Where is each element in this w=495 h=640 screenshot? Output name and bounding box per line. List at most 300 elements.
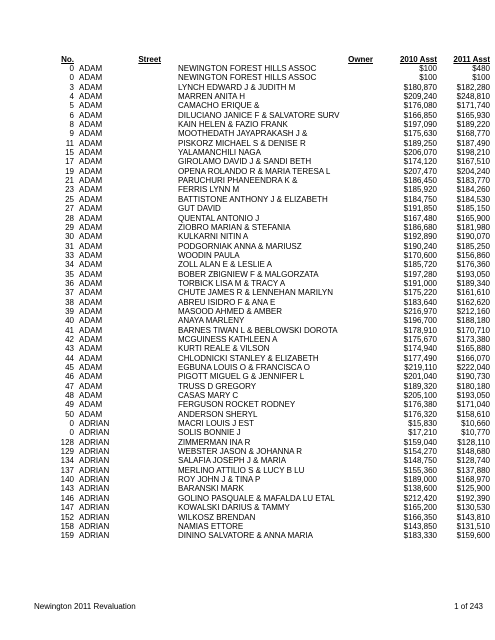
cell-owner: MACRI LOUIS J EST xyxy=(178,419,255,429)
cell-2010-asst: $178,910 xyxy=(403,325,437,335)
cell-no: 9 xyxy=(69,129,74,139)
cell-2011-asst: $176,360 xyxy=(456,260,490,270)
cell-owner: QUENTAL ANTONIO J xyxy=(178,213,260,223)
cell-street: ADRIAN xyxy=(79,447,110,457)
cell-owner: ZIOBRO MARIAN & STEFANIA xyxy=(178,222,291,232)
cell-2010-asst: $176,320 xyxy=(403,409,437,419)
cell-owner: MARREN ANITA H xyxy=(178,92,245,102)
footer-title: Newington 2011 Revaluation xyxy=(34,602,136,611)
cell-2011-asst: $161,610 xyxy=(456,288,490,298)
cell-street: ADAM xyxy=(79,82,103,92)
cell-street: ADRIAN xyxy=(79,465,110,475)
table-row xyxy=(34,232,490,241)
cell-owner: CASAS MARY C xyxy=(178,391,239,401)
cell-2010-asst: $209,240 xyxy=(403,92,437,102)
cell-owner: TORBICK LISA M & TRACY A xyxy=(178,278,286,288)
cell-2011-asst: $170,710 xyxy=(456,325,490,335)
cell-owner: BARANSKI MARK xyxy=(178,484,244,494)
cell-2011-asst: $185,150 xyxy=(456,204,490,214)
cell-2011-asst: $480 xyxy=(472,64,490,73)
table-row xyxy=(34,419,490,428)
cell-2011-asst: $168,770 xyxy=(456,129,490,139)
cell-street: ADAM xyxy=(79,129,103,139)
cell-owner: YALAMANCHILI NAGA xyxy=(178,148,261,158)
cell-2010-asst: $183,640 xyxy=(403,297,437,307)
cell-no: 42 xyxy=(65,334,74,344)
cell-street: ADAM xyxy=(79,306,103,316)
table-row xyxy=(34,354,490,363)
table-row xyxy=(34,111,490,120)
cell-2010-asst: $196,700 xyxy=(403,316,437,326)
cell-2010-asst: $165,200 xyxy=(403,503,437,513)
cell-street: ADAM xyxy=(79,269,103,279)
cell-street: ADAM xyxy=(79,241,103,251)
cell-2010-asst: $175,220 xyxy=(403,288,437,298)
cell-2010-asst: $197,090 xyxy=(403,120,437,130)
table-row xyxy=(34,223,490,232)
table-row xyxy=(34,410,490,419)
cell-2011-asst: $193,050 xyxy=(456,391,490,401)
cell-no: 4 xyxy=(69,92,74,102)
table-row xyxy=(34,64,490,73)
cell-street: ADAM xyxy=(79,260,103,270)
cell-no: 11 xyxy=(65,138,74,148)
cell-owner: FERRIS LYNN M xyxy=(178,185,240,195)
cell-owner: CHLODNICKI STANLEY & ELIZABETH xyxy=(178,353,319,363)
cell-2010-asst: $170,600 xyxy=(403,250,437,260)
cell-2011-asst: $148,680 xyxy=(456,447,490,457)
cell-2011-asst: $188,180 xyxy=(456,316,490,326)
cell-street: ADAM xyxy=(79,232,103,242)
cell-owner: WILKOSZ BRENDAN xyxy=(178,512,256,522)
cell-2011-asst: $137,880 xyxy=(456,465,490,475)
cell-owner: MASOOD AHMED & AMBER xyxy=(178,306,283,316)
cell-2011-asst: $131,510 xyxy=(456,521,490,531)
table-row xyxy=(34,475,490,484)
cell-owner: MERLINO ATTILIO S & LUCY B LU xyxy=(178,465,305,475)
cell-2010-asst: $216,970 xyxy=(403,306,437,316)
cell-owner: ANDERSON SHERYL xyxy=(178,409,258,419)
cell-2011-asst: $156,860 xyxy=(456,250,490,260)
assessment-table xyxy=(34,54,490,541)
table-row xyxy=(34,101,490,110)
cell-street: ADAM xyxy=(79,288,103,298)
cell-no: 15 xyxy=(65,148,74,158)
cell-owner: SALAFIA JOSEPH J & MARIA xyxy=(178,456,287,466)
cell-street: ADAM xyxy=(79,363,103,372)
cell-2010-asst: $189,320 xyxy=(403,381,437,391)
cell-2010-asst: $186,450 xyxy=(403,176,437,186)
cell-no: 50 xyxy=(65,409,74,419)
cell-owner: ZIMMERMAN INA R xyxy=(178,437,251,447)
table-row xyxy=(34,428,490,437)
cell-2010-asst: $205,100 xyxy=(403,391,437,401)
cell-no: 5 xyxy=(69,101,74,111)
cell-2011-asst: $10,660 xyxy=(461,419,490,429)
table-row xyxy=(34,400,490,409)
cell-no: 23 xyxy=(65,185,74,195)
cell-street: ADAM xyxy=(79,353,103,363)
column-header-2010-asst: 2010 Asst xyxy=(399,54,437,64)
cell-no: 129 xyxy=(60,447,74,457)
cell-owner: ANAYA MARLENY xyxy=(178,316,245,326)
cell-2010-asst: $177,490 xyxy=(403,353,437,363)
cell-2010-asst: $174,120 xyxy=(403,157,437,167)
table-row xyxy=(34,242,490,251)
table-row xyxy=(34,120,490,129)
cell-2010-asst: $148,750 xyxy=(403,456,437,466)
cell-2011-asst: $171,740 xyxy=(456,101,490,111)
cell-no: 159 xyxy=(60,531,74,541)
table-row xyxy=(34,316,490,325)
cell-no: 140 xyxy=(60,475,74,485)
cell-2011-asst: $190,070 xyxy=(456,232,490,242)
table-row xyxy=(34,176,490,185)
cell-2010-asst: $138,600 xyxy=(403,484,437,494)
cell-2011-asst: $143,810 xyxy=(456,512,490,522)
cell-street: ADAM xyxy=(79,138,103,148)
cell-street: ADAM xyxy=(79,148,103,158)
cell-2011-asst: $192,390 xyxy=(456,493,490,503)
table-body xyxy=(34,64,490,541)
table-row xyxy=(34,513,490,522)
cell-street: ADRIAN xyxy=(79,503,110,513)
cell-no: 45 xyxy=(65,363,74,372)
cell-owner: DILUCIANO JANICE F & SALVATORE SURV xyxy=(178,110,340,120)
cell-no: 147 xyxy=(60,503,74,513)
cell-2011-asst: $165,900 xyxy=(456,213,490,223)
cell-no: 0 xyxy=(69,428,74,438)
cell-2010-asst: $191,000 xyxy=(403,278,437,288)
table-row xyxy=(34,148,490,157)
cell-street: ADRIAN xyxy=(79,521,110,531)
cell-2011-asst: $187,490 xyxy=(456,138,490,148)
cell-owner: KAIN HELEN & FAZIO FRANK xyxy=(178,120,288,130)
table-row xyxy=(34,344,490,353)
column-header-2011-asst: 2011 Asst xyxy=(453,54,490,64)
cell-2010-asst: $15,830 xyxy=(408,419,437,429)
cell-no: 27 xyxy=(65,204,74,214)
cell-owner: MCGUINESS KATHLEEN A xyxy=(178,334,278,344)
table-row xyxy=(34,185,490,194)
cell-no: 31 xyxy=(65,241,74,251)
cell-street: ADAM xyxy=(79,400,103,410)
cell-owner: CHUTE JAMES R & LENNEHAN MARILYN xyxy=(178,288,333,298)
cell-owner: CAMACHO ERIQUE & xyxy=(178,101,260,111)
cell-2010-asst: $166,350 xyxy=(403,512,437,522)
cell-no: 33 xyxy=(65,250,74,260)
cell-no: 25 xyxy=(65,194,74,204)
cell-owner: PARUCHURI PHANEENDRA K & xyxy=(178,176,298,186)
table-row xyxy=(34,83,490,92)
cell-owner: NEWINGTON FOREST HILLS ASSOC xyxy=(178,73,317,83)
cell-2010-asst: $176,080 xyxy=(403,101,437,111)
table-row xyxy=(34,279,490,288)
table-row xyxy=(34,382,490,391)
cell-2010-asst: $185,720 xyxy=(403,260,437,270)
cell-no: 36 xyxy=(65,278,74,288)
cell-2011-asst: $184,260 xyxy=(456,185,490,195)
cell-street: ADRIAN xyxy=(79,419,110,429)
cell-2011-asst: $185,250 xyxy=(456,241,490,251)
cell-no: 41 xyxy=(65,325,74,335)
table-row xyxy=(34,447,490,456)
cell-2010-asst: $159,040 xyxy=(403,437,437,447)
cell-no: 0 xyxy=(69,419,74,429)
cell-owner: PISKORZ MICHAEL S & DENISE R xyxy=(178,138,306,148)
cell-2011-asst: $162,620 xyxy=(456,297,490,307)
cell-2010-asst: $143,850 xyxy=(403,521,437,531)
cell-no: 0 xyxy=(69,64,74,73)
cell-2011-asst: $198,210 xyxy=(456,148,490,158)
cell-no: 37 xyxy=(65,288,74,298)
cell-no: 48 xyxy=(65,391,74,401)
cell-street: ADAM xyxy=(79,120,103,130)
cell-owner: SOLIS BONNIE J xyxy=(178,428,241,438)
cell-2010-asst: $197,280 xyxy=(403,269,437,279)
table-row xyxy=(34,214,490,223)
cell-owner: BATTISTONE ANTHONY J & ELIZABETH xyxy=(178,194,328,204)
cell-no: 30 xyxy=(65,232,74,242)
cell-no: 43 xyxy=(65,344,74,354)
table-row xyxy=(34,288,490,297)
cell-2011-asst: $183,770 xyxy=(456,176,490,186)
cell-street: ADAM xyxy=(79,222,103,232)
cell-street: ADAM xyxy=(79,194,103,204)
table-row xyxy=(34,531,490,540)
table-row xyxy=(34,270,490,279)
cell-owner: ABREU ISIDRO F & ANA E xyxy=(178,297,276,307)
cell-no: 49 xyxy=(65,400,74,410)
cell-owner: BOBER ZBIGNIEW F & MALGORZATA xyxy=(178,269,319,279)
cell-street: ADAM xyxy=(79,204,103,214)
table-row xyxy=(34,195,490,204)
cell-2011-asst: $128,110 xyxy=(457,437,490,447)
cell-no: 21 xyxy=(65,176,74,186)
cell-2011-asst: $125,900 xyxy=(456,484,490,494)
cell-2011-asst: $173,380 xyxy=(456,334,490,344)
cell-2011-asst: $159,600 xyxy=(456,531,490,541)
cell-2011-asst: $212,160 xyxy=(456,306,490,316)
cell-no: 152 xyxy=(60,512,74,522)
cell-owner: TRUSS D GREGORY xyxy=(178,381,257,391)
cell-owner: KOWALSKI DARIUS & TAMMY xyxy=(178,503,290,513)
cell-no: 3 xyxy=(69,82,74,92)
table-row xyxy=(34,522,490,531)
cell-no: 19 xyxy=(65,166,74,176)
cell-street: ADAM xyxy=(79,372,103,382)
cell-2010-asst: $180,870 xyxy=(403,82,437,92)
footer-page-number: 1 of 243 xyxy=(454,602,483,611)
cell-2011-asst: $171,040 xyxy=(456,400,490,410)
cell-2010-asst: $175,670 xyxy=(403,334,437,344)
cell-street: ADAM xyxy=(79,278,103,288)
cell-no: 34 xyxy=(65,260,74,270)
table-row xyxy=(34,484,490,493)
cell-2010-asst: $206,070 xyxy=(403,148,437,158)
cell-street: ADAM xyxy=(79,325,103,335)
cell-owner: GOLINO PASQUALE & MAFALDA LU ETAL xyxy=(178,493,335,503)
cell-2010-asst: $189,000 xyxy=(403,475,437,485)
table-row xyxy=(34,335,490,344)
cell-2011-asst: $181,980 xyxy=(456,222,490,232)
cell-no: 143 xyxy=(60,484,74,494)
table-row xyxy=(34,391,490,400)
cell-owner: LYNCH EDWARD J & JUDITH M xyxy=(178,82,296,92)
cell-street: ADRIAN xyxy=(79,428,110,438)
cell-street: ADAM xyxy=(79,316,103,326)
table-row xyxy=(34,73,490,82)
cell-no: 8 xyxy=(69,120,74,130)
cell-owner: FERGUSON ROCKET RODNEY xyxy=(178,400,296,410)
cell-no: 146 xyxy=(60,493,74,503)
cell-street: ADAM xyxy=(79,176,103,186)
cell-2010-asst: $212,420 xyxy=(403,493,437,503)
cell-owner: GUT DAVID xyxy=(178,204,221,214)
cell-2011-asst: $168,970 xyxy=(456,475,490,485)
table-row xyxy=(34,204,490,213)
table-row xyxy=(34,129,490,138)
cell-owner: PODGORNIAK ANNA & MARIUSZ xyxy=(178,241,302,251)
cell-owner: ZOLL ALAN E & LESLIE A xyxy=(178,260,272,270)
column-header-street: Street xyxy=(138,54,161,64)
cell-no: 158 xyxy=(60,521,74,531)
cell-owner: OPENA ROLANDO R & MARIA TERESA L xyxy=(178,166,331,176)
cell-owner: MOOTHEDATH JAYAPRAKASH J & xyxy=(178,129,308,139)
cell-owner: EGBUNA LOUIS O & FRANCISCA O xyxy=(178,363,311,372)
cell-street: ADAM xyxy=(79,344,103,354)
cell-2011-asst: $130,530 xyxy=(456,503,490,513)
cell-2010-asst: $192,890 xyxy=(403,232,437,242)
cell-2010-asst: $201,040 xyxy=(403,372,437,382)
cell-street: ADAM xyxy=(79,101,103,111)
cell-street: ADAM xyxy=(79,92,103,102)
table-row xyxy=(34,372,490,381)
cell-owner: WOODIN PAULA xyxy=(178,250,240,260)
cell-2011-asst: $166,070 xyxy=(456,353,490,363)
cell-no: 28 xyxy=(65,213,74,223)
cell-street: ADRIAN xyxy=(79,437,110,447)
cell-2011-asst: $180,180 xyxy=(456,381,490,391)
cell-2011-asst: $189,220 xyxy=(456,120,490,130)
table-row xyxy=(34,503,490,512)
cell-no: 137 xyxy=(60,465,74,475)
cell-2010-asst: $219,110 xyxy=(404,363,437,372)
cell-no: 40 xyxy=(65,316,74,326)
cell-street: ADAM xyxy=(79,391,103,401)
cell-2011-asst: $222,040 xyxy=(456,363,490,372)
cell-no: 29 xyxy=(65,222,74,232)
cell-no: 128 xyxy=(60,437,74,447)
cell-2010-asst: $174,940 xyxy=(403,344,437,354)
cell-owner: NAMIAS ETTORE xyxy=(178,521,244,531)
cell-street: ADRIAN xyxy=(79,456,110,466)
cell-owner: NEWINGTON FOREST HILLS ASSOC xyxy=(178,64,317,73)
table-row xyxy=(34,92,490,101)
cell-owner: WEBSTER JASON & JOHANNA R xyxy=(178,447,303,457)
cell-street: ADRIAN xyxy=(79,475,110,485)
cell-2010-asst: $191,850 xyxy=(403,204,437,214)
cell-no: 0 xyxy=(69,73,74,83)
cell-street: ADRIAN xyxy=(79,531,110,541)
cell-no: 44 xyxy=(65,353,74,363)
cell-street: ADRIAN xyxy=(79,493,110,503)
cell-no: 47 xyxy=(65,381,74,391)
cell-2010-asst: $166,850 xyxy=(403,110,437,120)
table-row xyxy=(34,307,490,316)
table-header-row xyxy=(34,54,490,64)
cell-2011-asst: $165,880 xyxy=(456,344,490,354)
cell-owner: KURTI REALE & VILSON xyxy=(178,344,270,354)
cell-street: ADAM xyxy=(79,73,103,83)
cell-street: ADRIAN xyxy=(79,512,110,522)
cell-street: ADAM xyxy=(79,64,103,73)
table-row xyxy=(34,363,490,372)
cell-2011-asst: $190,730 xyxy=(456,372,490,382)
column-header-no: No. xyxy=(61,54,74,64)
cell-owner: ROY JOHN J & TINA P xyxy=(178,475,261,485)
cell-street: ADAM xyxy=(79,157,103,167)
column-header-owner: Owner xyxy=(348,54,373,64)
cell-2011-asst: $189,340 xyxy=(456,278,490,288)
cell-2011-asst: $128,740 xyxy=(456,456,490,466)
cell-no: 134 xyxy=(60,456,74,466)
cell-2010-asst: $207,470 xyxy=(403,166,437,176)
cell-street: ADAM xyxy=(79,185,103,195)
table-row xyxy=(34,456,490,465)
table-row xyxy=(34,251,490,260)
cell-2010-asst: $189,250 xyxy=(403,138,437,148)
cell-2010-asst: $17,210 xyxy=(408,428,437,438)
table-row xyxy=(34,298,490,307)
cell-2010-asst: $176,380 xyxy=(403,400,437,410)
cell-no: 38 xyxy=(65,297,74,307)
cell-2011-asst: $158,610 xyxy=(456,409,490,419)
cell-owner: KULKARNI NITIN A xyxy=(178,232,249,242)
cell-2010-asst: $186,680 xyxy=(403,222,437,232)
cell-2010-asst: $100 xyxy=(419,64,437,73)
cell-2011-asst: $184,530 xyxy=(456,194,490,204)
cell-2010-asst: $184,750 xyxy=(403,194,437,204)
cell-2010-asst: $190,240 xyxy=(403,241,437,251)
cell-2010-asst: $185,920 xyxy=(403,185,437,195)
cell-2010-asst: $155,360 xyxy=(403,465,437,475)
table-row xyxy=(34,494,490,503)
cell-2010-asst: $167,480 xyxy=(403,213,437,223)
cell-street: ADRIAN xyxy=(79,484,110,494)
cell-no: 17 xyxy=(65,157,74,167)
cell-2011-asst: $165,930 xyxy=(456,110,490,120)
cell-2011-asst: $182,280 xyxy=(456,82,490,92)
cell-2011-asst: $100 xyxy=(472,73,490,83)
cell-no: 6 xyxy=(69,110,74,120)
table-row xyxy=(34,326,490,335)
cell-no: 46 xyxy=(65,372,74,382)
cell-owner: PIGOTT MIGUEL G & JENNIFER L xyxy=(178,372,305,382)
cell-street: ADAM xyxy=(79,250,103,260)
table-row xyxy=(34,438,490,447)
cell-2011-asst: $10,770 xyxy=(461,428,490,438)
cell-2011-asst: $204,240 xyxy=(456,166,490,176)
cell-street: ADAM xyxy=(79,381,103,391)
cell-owner: GIROLAMO DAVID J & SANDI BETH xyxy=(178,157,312,167)
cell-owner: DININO SALVATORE & ANNA MARIA xyxy=(178,531,313,541)
cell-2010-asst: $175,630 xyxy=(403,129,437,139)
table-row xyxy=(34,466,490,475)
table-row xyxy=(34,139,490,148)
cell-street: ADAM xyxy=(79,166,103,176)
cell-2011-asst: $248,810 xyxy=(456,92,490,102)
